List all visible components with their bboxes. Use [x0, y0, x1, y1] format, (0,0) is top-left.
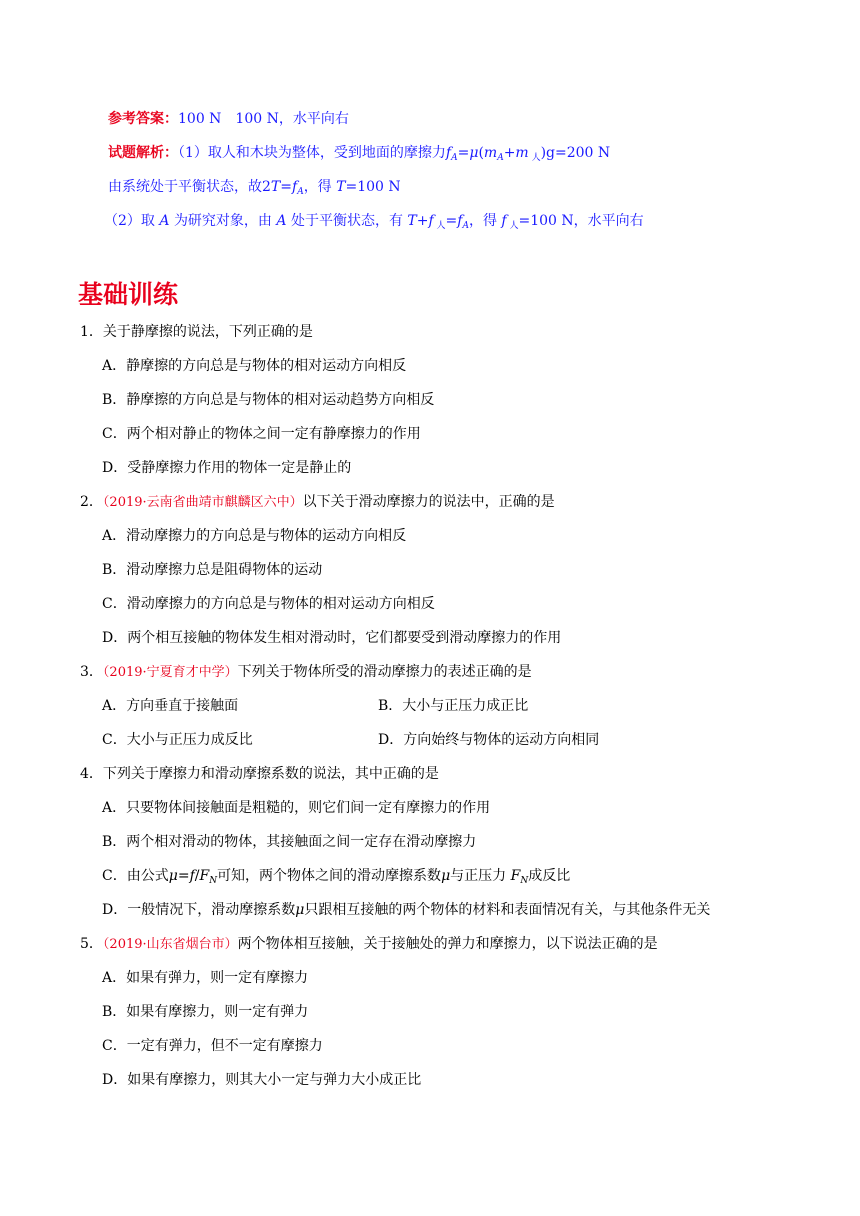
question-1-option-b: B．静摩擦的方向总是与物体的相对运动趋势方向相反 — [102, 392, 435, 408]
question-2-option-a: A．滑动摩擦力的方向总是与物体的运动方向相反 — [102, 528, 407, 544]
question-4-option-a: A．只要物体间接触面是粗糙的，则它们间一定有摩擦力的作用 — [102, 800, 491, 816]
question-2-source: （2019·云南省曲靖市麒麟区六中） — [102, 495, 303, 510]
question-4-option-b: B．两个相对滑动的物体，其接触面之间一定存在滑动摩擦力 — [102, 834, 477, 850]
question-1-stem: 1．关于静摩擦的说法，下列正确的是 — [80, 324, 313, 340]
question-3-option-c: C．大小与正压力成反比 — [102, 732, 253, 748]
answer-line — [108, 109, 349, 129]
question-2-option-d: D．两个相互接触的物体发生相对滑动时，它们都要受到滑动摩擦力的作用 — [102, 630, 562, 646]
analysis-line-3: （2）取 A 为研究对象，由 A 处于平衡状态，有 T+f $_人=f_A$，得 f $_人$=100 N，水平向右 — [104, 213, 644, 231]
question-5-source: （2019·山东省烟台市） — [102, 937, 238, 952]
question-5-option-b: B．如果有摩擦力，则一定有弹力 — [102, 1004, 309, 1020]
answer-text: 100 N 100 N，水平向右 — [178, 111, 349, 127]
question-1-option-a: A．静摩擦的方向总是与物体的相对运动方向相反 — [102, 358, 407, 374]
question-3-option-b: B．大小与正压力成正比 — [378, 698, 529, 714]
question-3-source: （2019·宁夏育才中学） — [102, 665, 238, 680]
question-5-option-d: D．如果有摩擦力，则其大小一定与弹力大小成正比 — [102, 1072, 422, 1088]
section-title: 基础训练 — [78, 280, 179, 309]
analysis-line-1: 试题解析：（1）取人和木块为整体，受到地面的摩擦力$f_A=\mu(m_A+m$ $_人$)g=200 N — [108, 145, 611, 163]
answer-label: 参考答案： — [108, 111, 178, 127]
question-3-option-d: D．方向始终与物体的运动方向相同 — [378, 732, 600, 748]
question-2-option-c: C．滑动摩擦力的方向总是与物体的相对运动方向相反 — [102, 596, 435, 612]
question-5-option-c: C．一定有弹力，但不一定有摩擦力 — [102, 1038, 323, 1054]
question-2-stem: 2．（2019·云南省曲靖市麒麟区六中）以下关于滑动摩擦力的说法中，正确的是 — [80, 494, 555, 510]
question-1-option-c: C．两个相对静止的物体之间一定有静摩擦力的作用 — [102, 426, 421, 442]
question-2-option-b: B．滑动摩擦力总是阻碍物体的运动 — [102, 562, 323, 578]
analysis-label: 试题解析： — [108, 145, 178, 161]
question-5-stem: 5．（2019·山东省烟台市）两个物体相互接触，关于接触处的弹力和摩擦力，以下说法正确的是 — [80, 936, 658, 952]
question-3-option-a: A．方向垂直于接触面 — [102, 698, 239, 714]
question-4-option-d: D．一般情况下，滑动摩擦系数μ只跟相互接触的两个物体的材料和表面情况有关，与其他条件无关 — [102, 902, 711, 918]
analysis-line-2: 由系统处于平衡状态，故$2T=f_A$，得 T=100 N — [108, 179, 401, 197]
question-4-stem: 4．下列关于摩擦力和滑动摩擦系数的说法，其中正确的是 — [80, 766, 439, 782]
question-4-option-c: C．由公式$\mu=f/F_N$可知，两个物体之间的滑动摩擦系数μ与正压力 $F_N$成反比 — [102, 868, 571, 886]
question-1-option-d: D．受静摩擦力作用的物体一定是静止的 — [102, 460, 352, 476]
question-3-stem: 3．（2019·宁夏育才中学）下列关于物体所受的滑动摩擦力的表述正确的是 — [80, 664, 532, 680]
question-5-option-a: A．如果有弹力，则一定有摩擦力 — [102, 970, 309, 986]
